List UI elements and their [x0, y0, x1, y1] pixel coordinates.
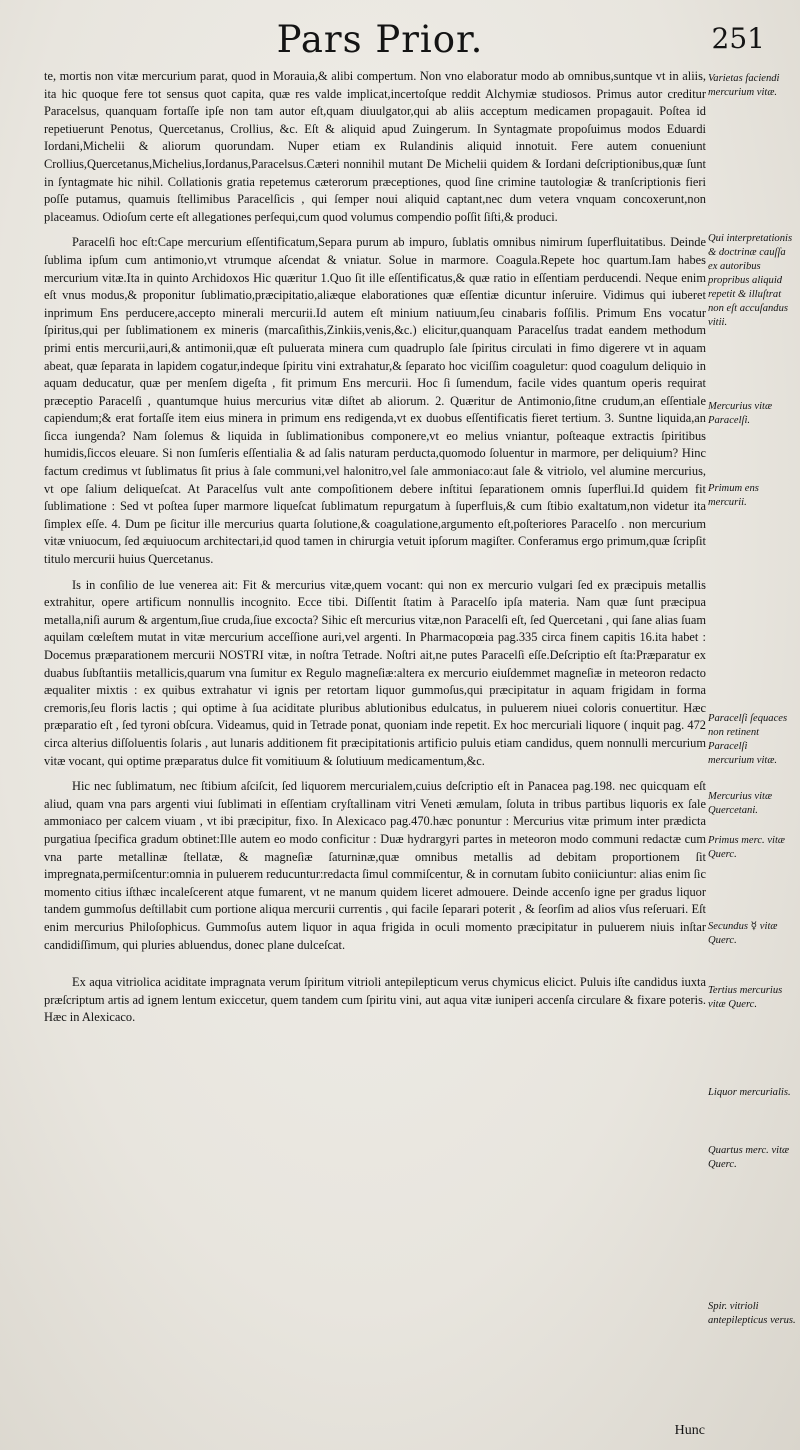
catchword: Hunc: [674, 1423, 705, 1438]
page-number: 251: [711, 22, 765, 55]
margin-note: Primus merc. vitæ Querc.: [708, 835, 785, 860]
margin-note: Varietas faciendi mercurium vitæ.: [708, 73, 780, 98]
margin-note: Mercurius vitæ Quercetani.: [708, 791, 773, 816]
margin-note: Mercurius vitæ Paracelſi.: [708, 401, 773, 426]
margin-note: Primum ens mercurii.: [708, 483, 759, 508]
paragraph: te, mortis non vitæ mercurium parat, quod in Morauia,& alibi compertum. Non vno elaboratur modo ab omnibus,suntque vt in aliis, ita hic quoque fere tot sensus quot capita, quæ res valde implicat,incertoſque reddit Alchymiæ studiosos. Primus autor creditur Paracelsus, quanquam fortaſſe ipſe non tam autor eſt,quam diuulgator,qui ab aliis acceptum medicamen propagauit. Poſtea id repetiuerunt Penotus, Quercetanus, Crollius, &c. Eſt & aliquid apud Zuingerum. In Syntagmate propoſuimus modos Eduardi Iordani,Michelii & aliorum quorundam. Nuper etiam ex Rulandinis aliquid innotuit. Fere autem conueniunt Crollius,Quercetanus,Michelius,Iordanus,Paracelsus.Cæteri nonnihil mutant De Michelii quidem & Iordani deſcriptionibus,quæ ſunt in ſyntagmate hic nihil. Collationis gratia repetemus cæterorum præceptiones, quod ſine crimine tautologiæ & tranſcriptionis fieri poſſe putamus, quamuis ſtellimibus Paracelſicis , qui ſemper noui aliquid captant,nec dum vetera vnquam concoxerunt,non placeamus. Odioſum certe eſt allegationes perſequi,cum quod volumus compendio poſſit ſiſti,& produci.: [44, 69, 706, 224]
margin-note: Tertius mercurius vitæ Querc.: [708, 985, 783, 1010]
paragraph: Hic nec ſublimatum, nec ſtibium aſciſcit, ſed liquorem mercurialem,cuius deſcriptio eſt in Panacea pag.198. nec quicquam eſt aliud, quam vna pars argenti viui ſublimati in eſſentiam cryſtallinam vitri Veneti æmulam, ſoluta in tribus partibus liquoris ex ſale ammoniaco per calcem viuam , vt ibi præcipitur, fixo. In Alexicaco pag.470.hæc ponuntur : Mercurius vitæ primum inter prædicta purgatiua ſpecifica gradum obtinet:Ille autem eo modo conficitur : Duæ hydrargyri partes in meteoron modo communi redactæ cum vna parte metallinæ ſtellatæ, & magneſiæ ſaturninæ,quæ omnibus metallis ad debitam proportionem ſit impregnata,permiſcentur:omnia in puluerem reducuntur:redacta ſimul commiſcentur, & in cornutam ſubito coniiciuntur: alias enim ſic momento citius iſthæc incaleſcerent atque fumarent, vt ne manum quidem liceret admouere. Deinde accenſo igne per gradus liquor tandem gummoſus deſtillabit cum portione aliqua mercurii currentis , qui facile ſeparari poterit , & ſeorſim ad alios vſus reſeruari. Eſt enim mercurius Philoſophicus. Gummoſus autem liquor in aqua frigida in oculi momento præcipitatur in puluerem niuis inſtar candidiſſimum, qui pluries abluendus, donec plane dulceſcat.: [44, 779, 706, 952]
margin-note: Secundus ☿ vitæ Querc.: [708, 921, 778, 946]
margin-note: Paracelſi ſequaces non retinent Paracelſi mercurium vitæ.: [708, 713, 788, 766]
main-text-column: [44, 68, 706, 1029]
paragraph: Ex aqua vitriolica aciditate impragnata verum ſpiritum vitrioli antepilepticum verus chymicus elicict. Puluis iſte candidus iuxta præſcriptum artis ad ignem lentum exiccetur, quem tandem cum ſpiritu vini, aut aqua vitæ iuniperi accenſa circulare & fixare poteris. Hæc in Alexicaco.: [44, 975, 706, 1025]
margin-note: Spir. vitrioli antepilepticus verus.: [708, 1301, 796, 1326]
margin-note: Quartus merc. vitæ Querc.: [708, 1145, 790, 1170]
margin-note: Qui interpretationis & doctrinæ cauſſa ex autoribus propribus aliquid repetit & illuſtrat non eſt accuſandus vitii.: [708, 233, 793, 328]
margin-note: Liquor mercurialis.: [708, 1087, 791, 1098]
running-head: Pars Prior.: [276, 18, 484, 61]
paragraph: Paracelſi hoc eſt:Cape mercurium eſſentificatum,Separa purum ab impuro, ſublatis omnibus nimirum ſuperfluitatibus. Deinde ſublima ipſum cum antimonio,vt vtrumque aſcendat & vniatur. Solue in marmore. Coagula.Repete hoc quartum.Iam habes mercurium vitæ.Ita in quinto Archidoxos Hic quæritur 1.Quo ſit ille eſſentificatus,& quæ ratio in eſſentiam perducendi. Neque enim eſt vnus modus,& proponitur ſublimatio,præcipitatio,aliæque elaborationes quæ eſſentiæ dicuntur inſeruire. Vidimus qui iuberet inprimum Ens perducere,accepto minerali mercurii.Id autem eſt minium natiuum,ſeu cinabaris foſſilis. Primum Ens vocatur ſpiritus,qui per ſublimationem ex mineris (marcaſithis,Zinkiis,venis,&c.) elicitur,quanquam Paracelſus tradat eandem methodum primi entis mercurii,auri,& antimonii,quæ eſt puluerata minera cum quadruplo ſale ſpiritus circulati in fimo digerere vt in aquam abeat, quæ ſeparata in lapidem cogatur,indeque ſpiritu vini extrahatur,& ſeparato hoc viciſſim coaguletur: quod coagulum deliquio in aquam deducatur, quæ per menſem digeſta , fit primum Ens mercurii. Hoc ſi ſumendum, facile vides quantum operis requirat præceptio Paracelſi , quantumque huius mercurius vitæ diſtet ab aliorum. 2. Quæritur de Antimonio,ſitne crudum,an eſſentiale capiendum;& erat fortaſſe item eius minera in primum ens redigenda,vt ex duobus eſſentificatis fieret tertium. 3. Suntne liquida,an ſicca iungenda? Nam ſolemus & liquida in ſublimationibus componere,vt eo melius vniantur, poſteaque extractis ſpiritibus humidis,ſiccos eleuare. Si non ſumſeris eſſentialia & ad ſalis naturam perducta,quomodo ſoluentur in marmore, per deliquium? Hinc factum credimus vt ſublimatus ſit prius à ſale communi,vel halonitro,vel ſale ammoniaco:aut ſale & vitriolo, vel alumine mercurius, vt ope ſalium deliqueſcat. At Paracelſus vult ante compoſitionem debere inſtitui ſeparationem omnis ſuperflui.Id quidem fit ſublimatione : Sed vt poſtea ſuper marmore liqueſcat ſublimatum repurgatum à ſuperfluis,& cum ſtibio exaltatum,non videtur ita ſimplex eſſe. 4. Dum pe ſicitur ille mercurius quarta ſolutione,& coagulatione,argumento eſt,poſteriores Paracelſo . non mercurium vitæ vniuocum, ſed æquiuocum architectari,id quod tamen in chirurgia vetuit ipſorum magiſter. Conferamus ergo primum,quæ ſcripſit titulo mercurii huius Quercetanus.: [44, 235, 706, 567]
paragraph: Is in conſilio de lue venerea ait: Fit & mercurius vitæ,quem vocant: qui non ex mercurio vulgari ſed ex præcipuis metallis extrahitur, opere artificum nonnullis incognito. Ecce tibi. Diſſentit ſtatim à Paracelſo ipſa materia. Nam quæ ſunt præcipua metalla,niſi aurum & argentum,ſiue cruda,ſiue excocta? Sihic eſt mercurius vitæ,non Paracelſi eſt, ſed Quercetani , qui ſane alias ſuam aquilam cœleſtem mutat in vitæ mercurium acceſſione auri,vel argenti. In Pharmacopœia pag.335 circa finem capitis 16.ita habet : Docemus præparationem mercurii NOSTRI vitæ, in noſtra Tetrade. Noſtri ait,ne putes Paracelſi eſſe.Deſcriptio eſt ſta:Præparatur ex duabus ſubſtantiis metallicis,quarum vna ſumitur ex Regulo magneſiæ:altera ex mercurio eiuſdemmet magneſiæ in meteoron redacto æqualiter mixtis : ex quibus extrahatur vi ignis per retortam liquor gummoſus,qui præcipitatur in aquam frigidam in forma cremoris,ſeu floris lactis ; qui optime à ſua aciditate pluribus ablutionibus edulcatus, in puluerem niuei coloris conuertitur. Hæc præparatio eſt , ſed tyroni obſcura. Videamus, quid in Tetrade ponat, quoniam inde repetit. Ex hoc mercuriali liquore ( inquit pag. 472 circa alterius diſſoluentis ſolaris , aut lunaris additionem fit præcipitationis artificio puluis etiam candidus, quem nonnulli mercurium vitæ vocant, qui optime præparatus dulce fit vomitiuum & ſolutiuum medicamentum,&c.: [44, 577, 706, 768]
